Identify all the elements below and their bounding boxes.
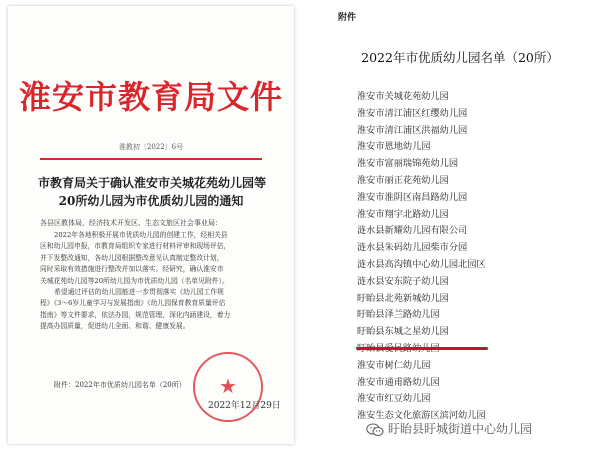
- list-item: 淮安市树仁幼儿园: [357, 359, 431, 371]
- document-masthead: 淮安市教育局文件: [18, 78, 283, 116]
- watermark-text: 盱眙县盱城街道中心幼儿园: [388, 422, 533, 436]
- document-date: 2022年12月29日: [208, 401, 281, 411]
- watermark: [366, 420, 532, 437]
- body-line: 区和幼儿园申报，市教育局组织专家进行材料评审和现场评估，: [40, 242, 231, 251]
- body-line: 同时采取有效措施进行整改并加以落实。经研究，确认淮安市: [40, 265, 224, 274]
- list-item: 淮安市通甫路幼儿园: [357, 376, 440, 388]
- list-item: 盱眙县泽兰路幼儿园: [357, 309, 440, 321]
- list-item: 涟水县朱码幼儿园柴市分园: [357, 242, 468, 254]
- highlight-underline: [356, 347, 488, 350]
- list-item: 盱眙县北苑新城幼儿园: [357, 292, 449, 304]
- list-item: 淮安市关城花苑幼儿园: [357, 91, 449, 102]
- list-item: 淮安市淮阴区南昌路幼儿园: [357, 191, 468, 203]
- list-item: 淮安市翔宇北路幼儿园: [357, 208, 449, 220]
- official-seal: [193, 352, 263, 422]
- body-line: 提高办园质量，促进幼儿全面、和谐、健康发展。: [40, 322, 190, 331]
- red-divider: [40, 158, 262, 160]
- document-addressee: 各县区教体局，经济技术开发区、生态文旅区社会事业局：: [40, 219, 222, 227]
- document-number: 淮教初〔2022〕6号: [118, 143, 184, 151]
- list-item: 涟水县新耀幼儿园有限公司: [357, 225, 468, 237]
- document-title-line: 市教育局关于确认淮安市关城花苑幼儿园等: [38, 176, 267, 190]
- document-body: [40, 230, 268, 333]
- seal-star-icon: ★: [219, 374, 237, 398]
- body-line: 指南》等文件要求，依法办园，规范管理，深化内涵建设，着力: [40, 310, 231, 319]
- wechat-icon: [366, 422, 384, 436]
- list-item: 淮安市清江浦区洪福幼儿园: [357, 124, 468, 136]
- body-line: 希望通过评估的幼儿园能进一步贯彻落实《幼儿园工作规: [54, 288, 224, 297]
- list-item: 涟水县高沟镇中心幼儿园北园区: [357, 258, 486, 270]
- list-item: 淮安市红豆幼儿园: [357, 393, 431, 405]
- list-item: 盱眙县东城之星幼儿园: [357, 326, 449, 338]
- attachment-reference: 附件：2022年市优质幼儿园名单（20所）: [54, 381, 186, 389]
- list-title: 2022年市优质幼儿园名单（20所）: [361, 50, 559, 65]
- list-item: 淮安市恩地幼儿园: [357, 141, 431, 153]
- list-item: 涟水县安东院子幼儿园: [357, 275, 449, 287]
- list-item: 淮安生态文化旅游区滨河幼儿园: [357, 410, 486, 422]
- list-item: 淮安市丽正花苑幼儿园: [357, 174, 449, 186]
- kindergarten-list: [357, 89, 486, 425]
- list-item: 淮安市清江浦区红缨幼儿园: [357, 107, 468, 119]
- list-item: 淮安市富丽瑞锦苑幼儿园: [357, 158, 459, 170]
- document-title: [38, 174, 267, 210]
- body-line: 程》《3～6岁儿童学习与发展指南》《幼儿园保育教育质量评估: [40, 299, 226, 308]
- official-document: [8, 6, 294, 444]
- body-line: 关城花苑幼儿园等20所幼儿园为市优质幼儿园（名单见附件）。: [40, 276, 229, 285]
- document-title-line: 20所幼儿园为市优质幼儿园的通知: [58, 194, 244, 208]
- body-line: 2022年各地积极开展市优质幼儿园的创建工作，经相关县: [54, 231, 228, 239]
- body-line: 并下发整改通知，各幼儿园根据整改意见认真制定整改计划，: [40, 253, 224, 262]
- attachment-label: 附件: [338, 13, 357, 23]
